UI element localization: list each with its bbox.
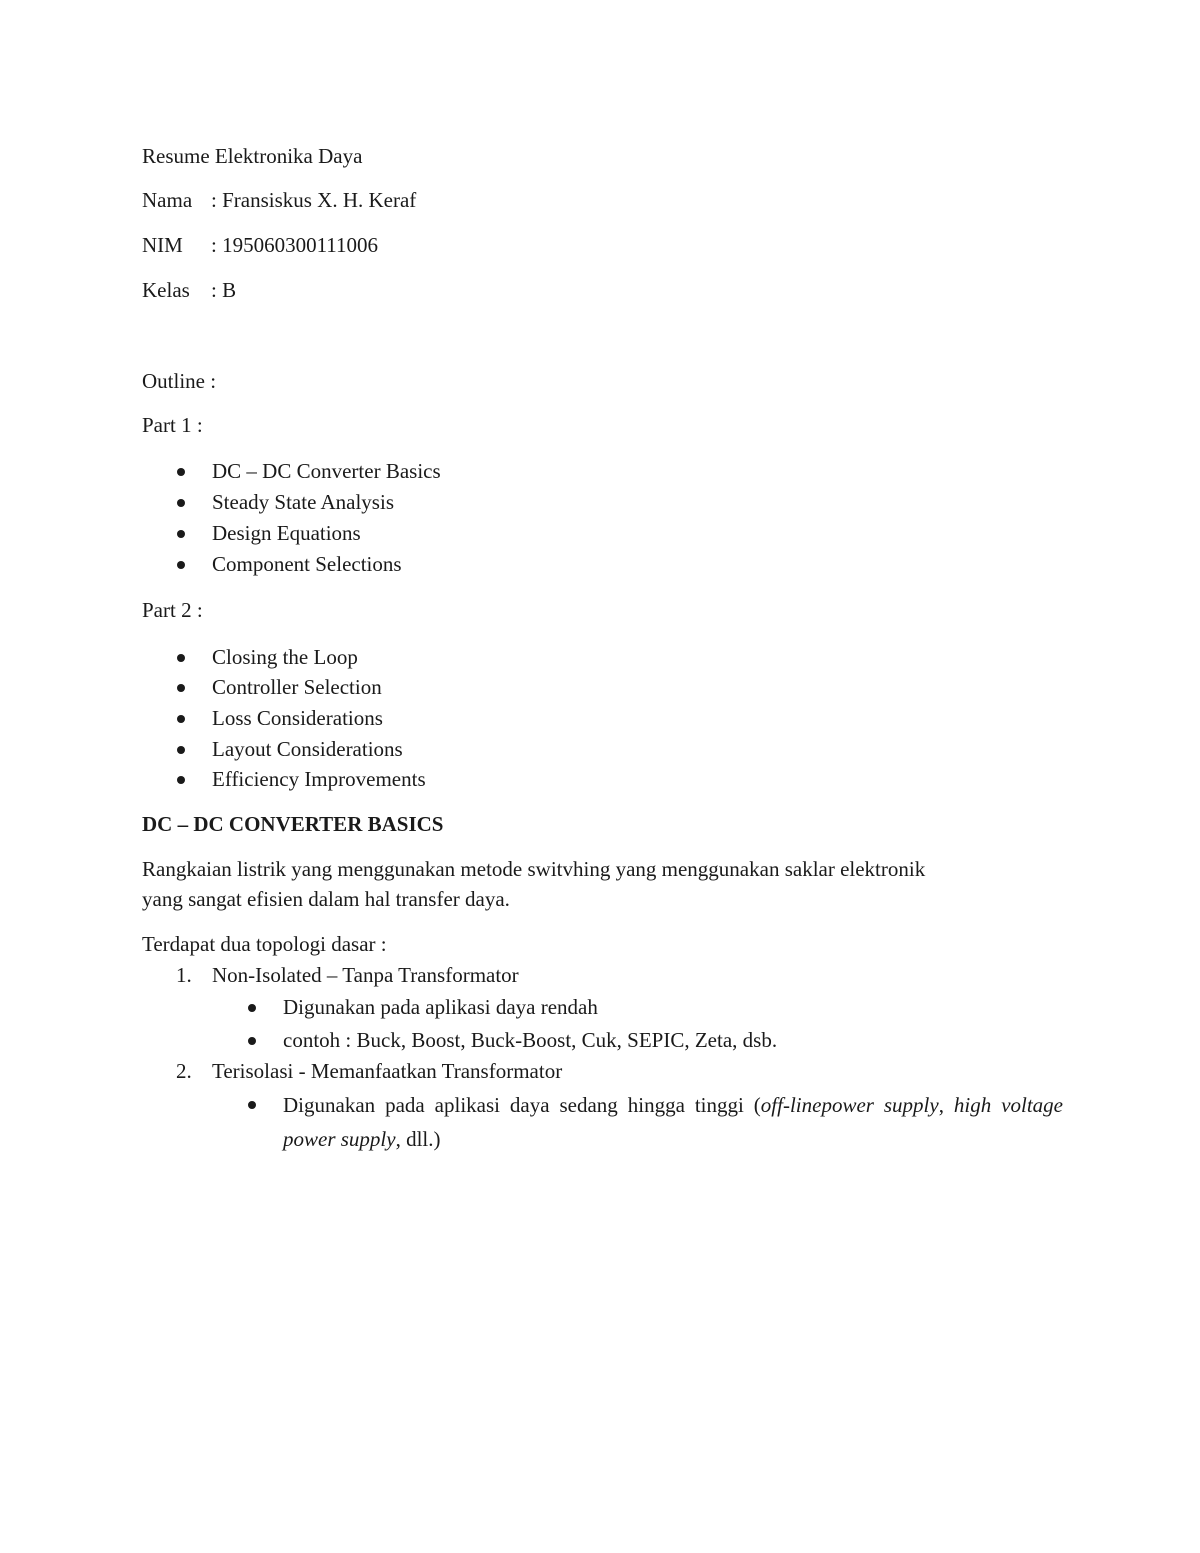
bullet-icon xyxy=(248,1101,256,1109)
italic-term: high voltage power supply xyxy=(283,1093,1064,1151)
bullet-icon xyxy=(177,746,185,754)
list-item: Digunakan pada aplikasi daya sedang hingga tinggi (off-linepower supply, high voltage power supply, dll.) xyxy=(283,1088,1063,1156)
bullet-icon xyxy=(248,1004,256,1012)
kelas-label: Kelas xyxy=(142,278,190,302)
list-item: Steady State Analysis xyxy=(212,490,394,515)
bullet-icon xyxy=(177,561,185,569)
list-item: Design Equations xyxy=(212,521,361,546)
nama-value: : Fransiskus X. H. Keraf xyxy=(211,188,417,212)
numbered-item xyxy=(176,1059,562,1084)
outline-label: Outline : xyxy=(142,369,217,393)
list-item: Loss Considerations xyxy=(212,706,383,731)
paragraph-line: yang sangat efisien dalam hal transfer daya. xyxy=(142,887,510,911)
nama-row xyxy=(142,188,416,213)
nim-value: : 195060300111006 xyxy=(211,233,379,257)
nama-label: Nama xyxy=(142,188,193,212)
bullet-icon xyxy=(177,499,185,507)
bullet-icon xyxy=(177,530,185,538)
list-item: Efficiency Improvements xyxy=(212,767,426,792)
bullet-icon xyxy=(177,654,185,662)
document-title: Resume Elektronika Daya xyxy=(142,144,363,168)
list-item: Digunakan pada aplikasi daya rendah xyxy=(283,995,598,1020)
nim-label: NIM xyxy=(142,233,183,257)
list-item: Layout Considerations xyxy=(212,737,403,762)
paragraph-line: Rangkaian listrik yang menggunakan metode switvhing yang menggunakan saklar elektronik xyxy=(142,857,926,881)
list-item: DC – DC Converter Basics xyxy=(212,459,441,484)
bullet-icon xyxy=(177,776,185,784)
list-item: Component Selections xyxy=(212,552,402,577)
numbered-item xyxy=(176,963,519,988)
item-title: Terisolasi - Memanfaatkan Transformator xyxy=(212,1059,563,1083)
item-number: 2. xyxy=(176,1059,192,1083)
kelas-value: : B xyxy=(211,278,237,302)
item-number: 1. xyxy=(176,963,192,987)
kelas-row xyxy=(142,278,236,303)
bullet-icon xyxy=(248,1037,256,1045)
topology-intro: Terdapat dua topologi dasar : xyxy=(142,932,387,956)
nim-row xyxy=(142,233,378,258)
list-item: Controller Selection xyxy=(212,675,382,700)
list-item: Closing the Loop xyxy=(212,645,358,670)
part2-label: Part 2 : xyxy=(142,598,203,622)
bullet-icon xyxy=(177,684,185,692)
italic-term: off-linepower supply xyxy=(760,1093,939,1117)
bullet-icon xyxy=(177,468,185,476)
item-title: Non-Isolated – Tanpa Transformator xyxy=(212,963,519,987)
bullet-icon xyxy=(177,715,185,723)
part1-label: Part 1 : xyxy=(142,413,203,437)
list-item: contoh : Buck, Boost, Buck-Boost, Cuk, SEPIC, Zeta, dsb. xyxy=(283,1028,777,1053)
section-heading: DC – DC CONVERTER BASICS xyxy=(142,812,444,836)
